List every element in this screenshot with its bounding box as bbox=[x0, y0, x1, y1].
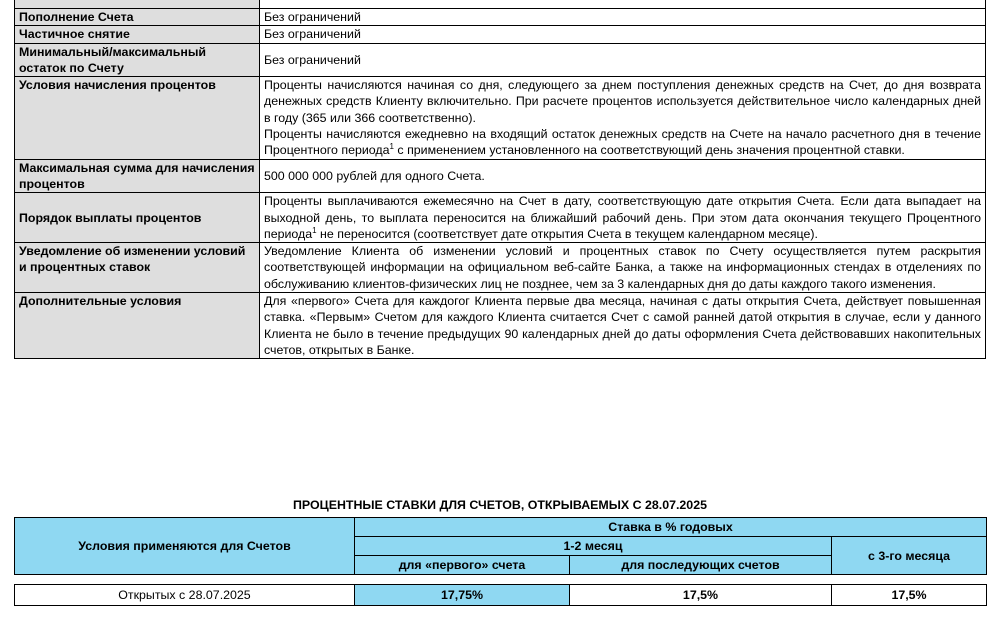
term-value: Проценты выплачиваются ежемесячно на Счет в дату, соответствующую дате открытия Счета. Если дата выпадает на выходной день, то выплата переносится на ближайший рабочий день. При этом дата окончания текущего Процентного периода$^1$ не переносится (соответствует дате открытия Счета в текущем календарном месяце). bbox=[260, 193, 986, 243]
terms-row bbox=[15, 26, 986, 43]
terms-row-top bbox=[15, 0, 986, 9]
terms-row bbox=[15, 43, 986, 77]
terms-row bbox=[15, 159, 986, 193]
term-paragraph: Проценты начисляются начиная со дня, следующего за днем поступления денежных средств на Счет, до дня возврата денежных средств Клиенту включительно. При расчете процентов используется действительное число календарных дней в году (365 или 366 соответственно). bbox=[264, 78, 981, 125]
term-value: 500 000 000 рублей для одного Счета. bbox=[260, 159, 986, 193]
rates-title: ПРОЦЕНТНЫЕ СТАВКИ ДЛЯ СЧЕТОВ, ОТКРЫВАЕМЫХ С 28.07.2025 bbox=[293, 498, 707, 512]
term-label bbox=[15, 0, 260, 9]
term-label: Минимальный/максимальный остаток по Счету bbox=[15, 43, 260, 77]
terms-row bbox=[15, 77, 986, 159]
terms-table bbox=[14, 0, 986, 359]
next-accounts-header: для последующих счетов bbox=[570, 556, 832, 575]
term-value: Уведомление Клиента об изменении условий и процентных ставок по Счету осуществляется путем раскрытия соответствующей информации на официальном веб-сайте Банка, а также на информационных стендах в отделениях по обслуживанию клиентов-физических лиц не позднее, чем за 3 календарных дня до даты каждого такого изменения. bbox=[260, 243, 986, 293]
term-label: Частичное снятие bbox=[15, 26, 260, 43]
term-value: Без ограничений bbox=[260, 43, 986, 77]
terms-row bbox=[15, 9, 986, 26]
rate-first-account: 17,75% bbox=[355, 585, 570, 606]
rates-spacer bbox=[15, 575, 987, 585]
term-label: Максимальная сумма для начисления процентов bbox=[15, 159, 260, 193]
term-label: Условия начисления процентов bbox=[15, 77, 260, 159]
footnote-mark: 1 bbox=[312, 225, 317, 235]
term-label: Дополнительные условия bbox=[15, 293, 260, 359]
conditions-header: Условия применяются для Счетов bbox=[15, 518, 355, 575]
footnote-mark: 1 bbox=[389, 142, 394, 152]
term-label: Порядок выплаты процентов bbox=[15, 193, 260, 243]
term-value bbox=[260, 0, 986, 9]
first-account-header: для «первого» счета bbox=[355, 556, 570, 575]
terms-row bbox=[15, 193, 986, 243]
term-value: Для «первого» Счета для каждогог Клиента первые два месяца, начиная с даты открытия Счета, действует повышенная ставка. «Первым» Счетом для каждого Клиента считается Счет с самой ранней датой открытия в случае, если у данного Клиента не было в течение предыдущих 90 календарных дней до даты оформления Счета действовавших накопительных счетов, открытых в Банке. bbox=[260, 293, 986, 359]
rate-next-accounts: 17,5% bbox=[570, 585, 832, 606]
months-1-2-header: 1-2 месяц bbox=[355, 537, 832, 556]
from-3rd-month-header: с 3-го месяца bbox=[832, 537, 987, 575]
terms-row bbox=[15, 293, 986, 359]
term-value: Без ограничений bbox=[260, 9, 986, 26]
rates-header-row bbox=[15, 518, 987, 537]
rates-table bbox=[14, 517, 987, 606]
terms-row bbox=[15, 243, 986, 293]
term-paragraph: Проценты начисляются ежедневно на входящий остаток денежных средств на Счете на начало расчетного дня в течение Процентного периода$^1$ с применением установленного на соответствующий день значения процентной ставки. bbox=[264, 127, 981, 158]
term-value: Без ограничений bbox=[260, 26, 986, 43]
term-value bbox=[260, 77, 986, 159]
term-label: Уведомление об изменении условий и процентных ставок bbox=[15, 243, 260, 293]
term-label: Пополнение Счета bbox=[15, 9, 260, 26]
rates-row bbox=[15, 585, 987, 606]
rate-header: Ставка в % годовых bbox=[355, 518, 987, 537]
rates-row-label: Открытых с 28.07.2025 bbox=[15, 585, 355, 606]
rate-from-3rd-month: 17,5% bbox=[832, 585, 987, 606]
